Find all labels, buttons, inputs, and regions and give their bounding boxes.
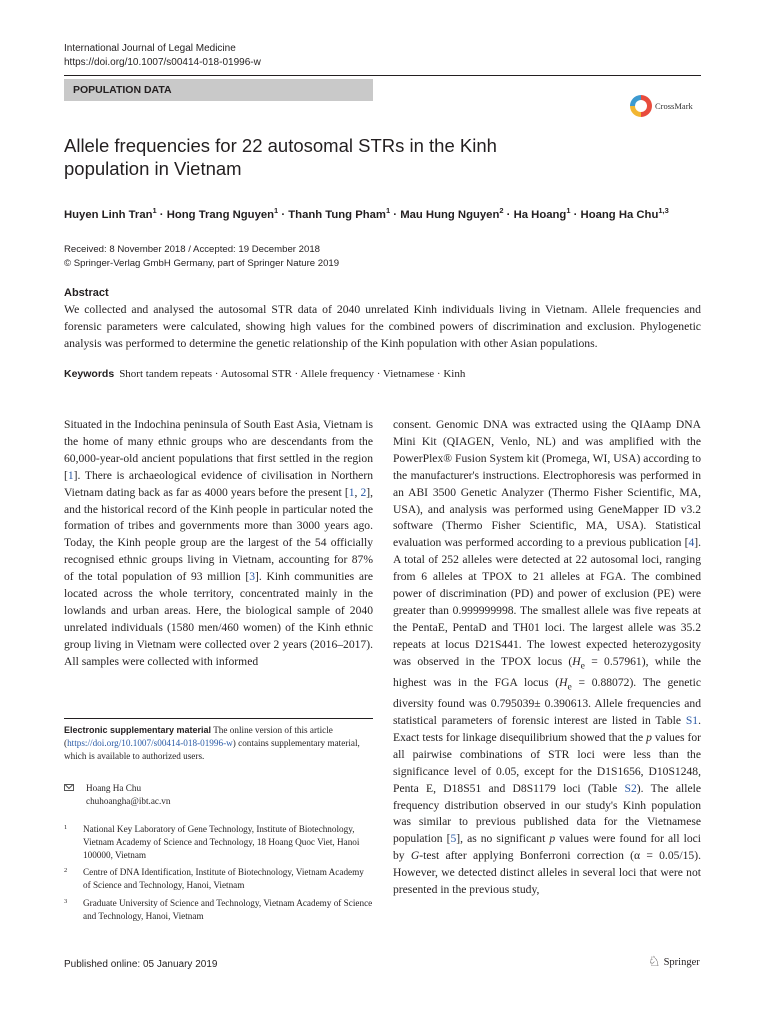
author-affiliation: 1,3 [658,206,669,215]
author-separator: · [278,208,289,221]
body-text: consent. Genomic DNA was extracted using the QIAamp DNA Mini Kit (QIAGEN, Venlo, NL) and was amplified with the PowerPlex® Fusion System kit (Promega, WI, USA) according to the manufacturer's instructions. Electrophoresis was performed in an ABI 3500 Genetic Analyzer (Thermo Fisher Scientific, MA, USA), and analysis was performed using GeneMapper ID v3.2 software (Thermo Fisher Scientific, MA, USA). Statistical evaluation was performed according to a previous publication [ [393,418,701,550]
affiliation [64,823,373,862]
supplementary-text: The online version of this article ( [64,725,333,749]
copyright: © Springer-Verlag GmbH Germany, part of Springer Nature 2019 [64,257,340,269]
crossmark-label: CrossMark [655,101,693,111]
citation-link[interactable]: 5 [450,832,457,846]
keywords [64,367,704,381]
supplementary-note [64,724,373,764]
body-text: . Exact tests for linkage disequilibrium showed that the [393,714,701,744]
body-text: ], and the historical record of the Kinh people in particular noted the formation of tribes and governments more than 3000 years ago. Today, the Kinh people group are the largest of the 54 officially recognised ethnic groups living in Vietnam, accounting for 87% of the total population of 93 million [ [64,485,374,584]
envelope-icon [64,784,74,791]
abstract-text: We collected and analysed the autosomal STR data of 2040 unrelated Kinh individuals living in Vietnam. Allele frequencies and forensic parameters were calculated, showing high values for the combined powers of discrimination and exclusion. Phylogenetic analysis was performed to determine the genetic relationship of the Kinh population with other Asian populations. [64,303,701,350]
body-text: , [354,485,361,499]
body-text: ]. Kinh communities are located across the whole territory, concentrated mainly in the lowlands and urban areas. Here, the biological sample of 2040 unrelated individuals (1580 men/460 women) of the Kinh ethnic group living in Vietnam were collected over 2 years (2016–2017). All samples were collected with informed [64,570,373,668]
affiliation-number: 2 [64,867,68,874]
author-affiliation: 1 [152,206,157,215]
footnote-rule [64,718,373,719]
body-column-left [64,417,373,671]
author-separator: · [503,208,514,221]
article-dates [64,243,339,270]
journal-doi[interactable]: https://doi.org/10.1007/s00414-018-01996-w [64,57,261,68]
table-link[interactable]: S2 [624,781,637,795]
affiliation-text: National Key Laboratory of Gene Technology, Institute of Biotechnology, Vietnam Academy of Science and Technology, 18 Hoang Quoc Viet, Hanoi 100000, Vietnam [83,824,360,860]
author-affiliation: 1 [274,206,279,215]
italic-symbol: H [572,654,581,668]
publisher-logo [648,954,700,971]
author-name[interactable]: Hong Trang Nguyen [166,208,275,221]
publisher-name: Springer [663,957,700,968]
citation-link[interactable]: 2 [360,485,367,499]
author-name[interactable]: Hoang Ha Chu [580,208,659,221]
author-list [64,203,704,223]
citation-link[interactable]: 1 [67,468,74,482]
author-separator: · [390,208,401,221]
body-column-right [393,417,701,899]
corresponding-author: Hoang Ha Chu [86,783,142,793]
journal-header [64,42,261,70]
body-text: ]. There is archaeological evidence of civilisation in Northern Vietnam dating back as far as 4000 years before the present [ [64,468,373,499]
affiliation [64,866,373,892]
published-date: Published online: 05 January 2019 [64,959,218,970]
supplementary-link[interactable]: https://doi.org/10.1007/s00414-018-01996-w [67,738,233,749]
affiliation-number: 3 [64,898,68,905]
body-text: = 0.57961), while the highest was in the FGA locus ( [393,654,702,689]
citation-link[interactable]: 4 [688,536,695,550]
body-text: ], as no significant [456,832,550,846]
body-text: = 0.88072). The genetic diversity found was 0.795039± 0.390613. Allele frequencies and statistical parameters of forensic interest are listed in Table [393,675,701,728]
affiliation-text: Centre of DNA Identification, Institute of Biotechnology, Vietnam Academy of Science and Technology, Hanoi, Vietnam [83,867,364,890]
supplementary-label: Electronic supplementary material [64,725,212,735]
body-text: ]. A total of 252 alleles were detected at 22 autosomal loci, ranging from 6 alleles at TPOX to 21 alleles at FGA. The combined power of discrimination (PD) and power of exclusion (PE) were greater than 0.999999998. The smallest allele was five repeats at the PentaE, PentaD and TH01 loci. The largest allele was 35.2 repeats at locus D21S441. The lowest expected heterozygosity was observed in the TPOX locus ( [393,536,701,668]
author-affiliation: 1 [385,206,391,215]
journal-name: International Journal of Legal Medicine [64,43,236,54]
body-text: ). The allele frequency distribution observed in our study's Kinh population was similar to previous published data for the Vietnamese population [ [393,781,701,846]
author-affiliation: 1 [566,206,571,215]
crossmark-badge[interactable] [630,93,702,119]
affiliation-text: Graduate University of Science and Technology, Vietnam Academy of Science and Technology, Hanoi, Vietnam [83,898,373,921]
body-text: values were found for all loci by [393,832,701,863]
section-label: POPULATION DATA [64,79,373,101]
body-text: Situated in the Indochina peninsula of South East Asia, Vietnam is the home of many ethnic groups who are descendants from the 60,000-year-old ancient populations that first settled in the region [ [64,418,373,482]
article-title: Allele frequencies for 22 autosomal STRs in the Kinh population in Vietnam [64,135,497,179]
affiliation [64,897,373,923]
author-separator: · [570,208,581,221]
italic-symbol: p [549,832,556,846]
author-name[interactable]: Huyen Linh Tran [64,208,153,221]
subscript: e [580,660,585,671]
subscript: e [567,681,572,693]
italic-symbol: H [559,675,568,689]
table-link[interactable]: S1 [685,714,699,728]
author-separator: · [156,208,167,221]
springer-horse-icon: ♘ [648,955,661,970]
author-name[interactable]: Thanh Tung Pham [288,208,386,221]
corresponding-email[interactable]: chuhoangha@ibt.ac.vn [86,796,171,806]
body-text: -test after applying Bonferroni correction (α = 0.05/15). However, we detected distinct alleles in several loci that were not presented in the previous study, [393,849,701,897]
affiliation-number: 1 [64,824,68,831]
correspondence [64,782,364,808]
keywords-label: Keywords [64,368,115,380]
abstract-heading: Abstract [64,287,109,299]
body-text: values for all pairwise combinations of STR loci were less than the significance level of 0.05, except for the D1S1656, D10S1248, Penta E, D18S51 and D8S1179 loci (Table [393,730,701,795]
citation-link[interactable]: 1 [348,485,355,499]
received-accepted: Received: 8 November 2018 / Accepted: 19 December 2018 [64,244,320,255]
crossmark-icon [630,95,652,117]
italic-symbol: p [646,730,652,744]
header-rule [64,75,701,76]
italic-symbol: G [410,849,420,863]
keywords-list: Short tandem repeats · Autosomal STR · Allele frequency · Vietnamese · Kinh [119,368,466,380]
author-name[interactable]: Mau Hung Nguyen [400,208,500,221]
author-name[interactable]: Ha Hoang [513,208,567,221]
supplementary-text: ) contains supplementary material, which is available to authorized users. [64,738,360,762]
citation-link[interactable]: 3 [249,570,256,584]
author-affiliation: 2 [499,206,504,215]
